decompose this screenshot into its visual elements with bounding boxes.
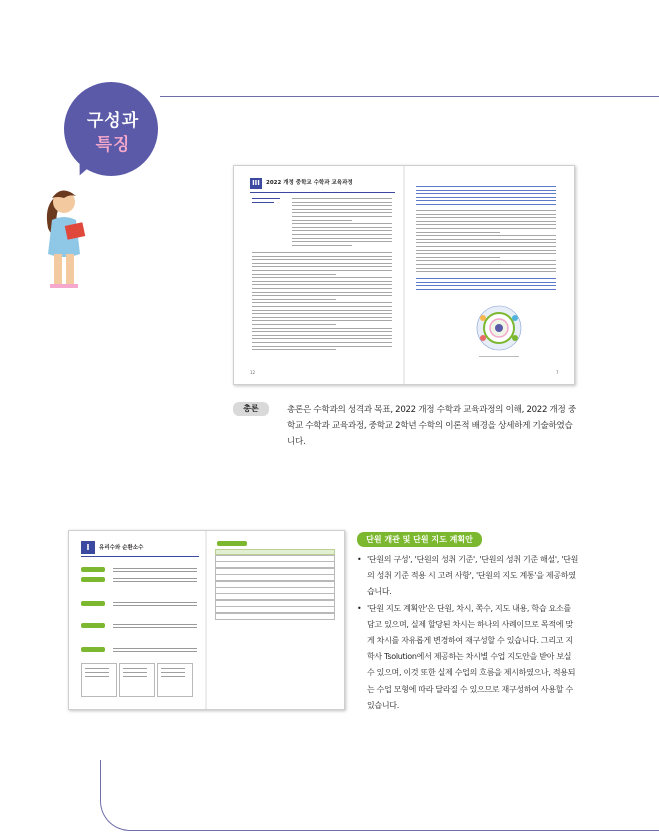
text-line-placeholder <box>252 256 392 257</box>
text-line-placeholder <box>113 651 197 652</box>
text-line-placeholder <box>252 252 392 253</box>
unit-number-badge: I <box>81 541 95 554</box>
text-line-placeholder <box>416 232 500 233</box>
text-line-placeholder <box>416 193 556 194</box>
text-line-placeholder <box>416 221 556 222</box>
text-line-placeholder <box>416 217 556 218</box>
section-title: 2022 개정 중학교 수학과 교육과정 <box>266 180 353 186</box>
bullet-text: '단원 지도 계획안'은 단원, 차시, 쪽수, 지도 내용, 학습 요소를 담고 있으며, 실제 할당된 차시는 하나의 사례이므로 목적에 맞게 차시를 자유롭게 변경하여 재구성할 수 있습니다. 그리고 지학사 Tsolution에서 제공하는 차시별 수업 지도안을 받아 보실 수 있으며, 이것 또한 실제 수업의 흐름을 제시하였으나, 적용되는 수업 모형에 따라 달라질 수 있으므로 재구성하여 사용할 수 있습니다. <box>367 603 576 710</box>
plan-table-row <box>215 613 335 620</box>
text-line-placeholder <box>416 289 556 290</box>
text-line-placeholder <box>252 338 392 339</box>
text-line-placeholder <box>161 676 185 677</box>
text-line-placeholder <box>252 288 392 289</box>
text-line-placeholder <box>292 241 392 242</box>
text-line-placeholder <box>292 220 352 221</box>
text-line-placeholder <box>113 578 197 579</box>
text-line-placeholder <box>252 335 392 336</box>
text-line-placeholder <box>416 260 556 261</box>
page-title: 구성과 <box>86 111 140 131</box>
text-line-placeholder <box>85 672 109 673</box>
text-line-placeholder <box>252 313 392 314</box>
text-line-placeholder <box>292 212 392 213</box>
text-line-placeholder <box>252 270 392 271</box>
left-page-number: 12 <box>250 370 256 375</box>
page-fold <box>205 531 207 709</box>
text-line-placeholder <box>416 190 556 191</box>
text-line-placeholder <box>416 242 556 243</box>
objective-label <box>81 577 105 582</box>
text-line-placeholder <box>292 223 392 224</box>
general-theory-tag: 총론 <box>233 402 269 416</box>
bottom-frame-decoration <box>100 760 659 831</box>
text-line-placeholder <box>161 668 185 669</box>
text-line-placeholder <box>416 239 556 240</box>
text-line-placeholder <box>292 234 392 235</box>
objective-label <box>81 647 105 652</box>
text-line-placeholder <box>252 331 392 332</box>
bullet-item <box>357 601 579 714</box>
text-line-placeholder <box>252 342 392 343</box>
text-line-placeholder <box>123 672 147 673</box>
text-line-placeholder <box>252 349 336 350</box>
unit-plan-bullets <box>357 552 579 714</box>
text-line-placeholder <box>416 282 556 283</box>
girl-reading-illustration <box>40 180 90 290</box>
text-line-placeholder <box>252 317 392 318</box>
right-page-number: 7 <box>556 370 559 375</box>
text-line-placeholder <box>252 346 392 347</box>
text-line-placeholder <box>113 605 197 606</box>
text-line-placeholder <box>252 310 392 311</box>
header-divider <box>160 96 659 97</box>
text-line-placeholder <box>113 648 197 649</box>
text-line-placeholder <box>416 204 556 205</box>
text-line-placeholder <box>292 202 392 203</box>
text-line-placeholder <box>416 235 556 236</box>
text-line-placeholder <box>252 263 392 264</box>
text-line-placeholder <box>123 668 147 669</box>
text-line-placeholder <box>416 250 556 251</box>
curriculum-circle-diagram <box>469 304 529 352</box>
general-theory-description: 총론은 수학과의 성격과 목표, 2022 개정 수학과 교육과정의 이해, 2022 개정 중학교 수학과 교육과정, 중학교 2학년 수학의 이론적 배경을 상세하게 기술하였습니다. <box>287 405 576 447</box>
text-line-placeholder <box>252 306 392 307</box>
text-line-placeholder <box>113 602 197 603</box>
text-line-placeholder <box>85 668 109 669</box>
page-fold <box>403 166 405 384</box>
text-line-placeholder <box>252 328 392 329</box>
text-line-placeholder <box>416 246 556 247</box>
text-line-placeholder <box>416 257 500 258</box>
text-line-placeholder <box>123 676 147 677</box>
text-line-placeholder <box>416 271 556 272</box>
text-line-placeholder <box>252 277 392 278</box>
text-line-placeholder <box>252 281 392 282</box>
text-line-placeholder <box>416 197 556 198</box>
text-line-placeholder <box>416 224 556 225</box>
text-line-placeholder <box>416 210 556 211</box>
text-line-placeholder <box>416 278 556 279</box>
objective-label <box>81 623 105 628</box>
text-line-placeholder <box>113 571 197 572</box>
text-line-placeholder <box>292 238 392 239</box>
textbook-spread-unit <box>68 530 345 710</box>
bullet-text: '단원의 구성', '단원의 성취 기준', '단원의 성취 기준 해설', '단원의 성취 기준 적용 시 고려 사항', '단원의 지도 계통'을 제공하였습니다. <box>367 555 579 597</box>
text-line-placeholder <box>113 624 197 625</box>
bullet-dot: • <box>357 555 362 564</box>
text-line-placeholder <box>416 285 556 286</box>
text-line-placeholder <box>113 627 197 628</box>
text-line-placeholder <box>252 324 336 325</box>
text-line-placeholder <box>416 214 556 215</box>
text-line-placeholder <box>292 198 392 199</box>
text-line-placeholder <box>252 302 392 303</box>
text-line-placeholder <box>292 230 392 231</box>
text-line-placeholder <box>113 568 197 569</box>
text-line-placeholder <box>416 228 556 229</box>
text-line-placeholder <box>85 676 109 677</box>
section-number-badge: III <box>250 178 262 189</box>
text-line-placeholder <box>252 284 392 285</box>
text-line-placeholder <box>252 266 392 267</box>
page-subtitle: 특징 <box>95 135 131 155</box>
text-line-placeholder <box>161 672 185 673</box>
text-line-placeholder <box>252 320 392 321</box>
text-line-placeholder <box>292 216 392 217</box>
text-line-placeholder <box>416 264 556 265</box>
text-line-placeholder <box>416 200 556 201</box>
text-line-placeholder <box>292 245 352 246</box>
text-line-placeholder <box>416 268 556 269</box>
text-line-placeholder <box>252 299 336 300</box>
text-line-placeholder <box>252 259 392 260</box>
text-line-placeholder <box>416 186 556 187</box>
text-line-placeholder <box>292 209 392 210</box>
objective-label <box>81 601 105 606</box>
text-line-placeholder <box>252 274 336 275</box>
bullet-item <box>357 552 579 601</box>
text-line-placeholder <box>292 227 392 228</box>
textbook-spread-general <box>233 165 575 385</box>
bullet-dot: • <box>357 603 362 613</box>
text-line-placeholder <box>252 292 392 293</box>
text-line-placeholder <box>113 581 197 582</box>
unit-plan-tag: 단원 개관 및 단원 지도 계획안 <box>357 532 482 547</box>
text-line-placeholder <box>292 205 392 206</box>
text-line-placeholder <box>416 253 556 254</box>
unit-title: 유리수와 순환소수 <box>99 545 144 551</box>
text-line-placeholder <box>252 295 392 296</box>
objective-label <box>81 567 105 572</box>
